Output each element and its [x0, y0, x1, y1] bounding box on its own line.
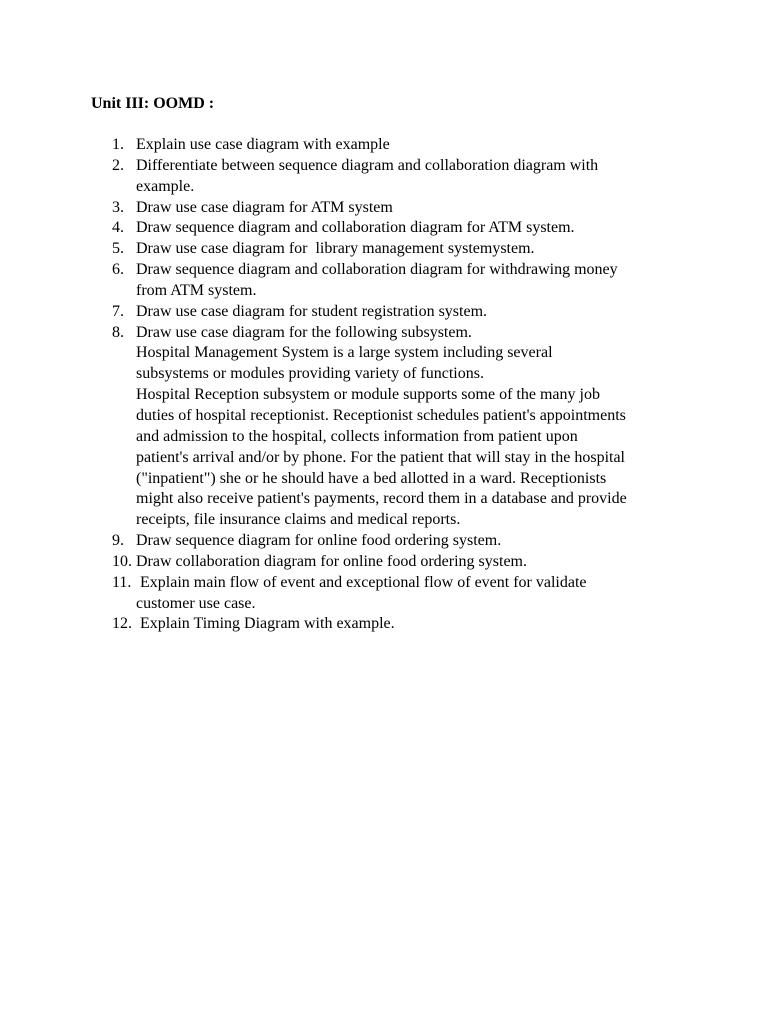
question-text — [136, 323, 696, 531]
question-item — [0, 552, 768, 573]
question-text — [136, 239, 696, 260]
question-number: 1. — [112, 136, 124, 153]
question-text — [136, 531, 696, 552]
question-text — [136, 302, 696, 323]
question-text-line: Explain main flow of event and exceptional flow of event for validate — [136, 573, 587, 591]
question-item — [0, 323, 768, 531]
question-item — [0, 302, 768, 323]
question-text-line: Draw use case diagram for ATM system — [136, 198, 393, 216]
question-text-line: ("inpatient") she or he should have a bed allotted in a ward. Receptionists — [136, 469, 607, 487]
question-number: 12. — [112, 615, 132, 633]
question-item — [0, 239, 768, 260]
question-text-line: receipts, file insurance claims and medical reports. — [136, 511, 461, 529]
question-item — [0, 260, 768, 302]
question-number: 9. — [112, 532, 124, 550]
question-number: 2. — [112, 156, 124, 174]
question-text-line: and admission to the hospital, collects information from patient upon — [136, 427, 578, 445]
question-text — [136, 552, 696, 573]
question-text-line: Explain use case diagram with example — [136, 136, 390, 153]
question-text-line: Draw collaboration diagram for online food ordering system. — [136, 552, 527, 570]
question-item — [0, 198, 768, 219]
question-item — [0, 614, 768, 635]
question-text-line: example. — [136, 177, 195, 195]
question-item — [0, 531, 768, 552]
question-text-line: patient's arrival and/or by phone. For the patient that will stay in the hospital — [136, 448, 625, 466]
question-text-line: Draw use case diagram for the following subsystem. — [136, 323, 472, 341]
question-item — [0, 135, 768, 156]
question-text-line: Draw sequence diagram and collaboration diagram for withdrawing money — [136, 261, 618, 279]
question-text-line: Hospital Management System is a large system including several — [136, 344, 553, 362]
question-text — [136, 156, 696, 198]
question-number: 7. — [112, 302, 124, 320]
question-number: 5. — [112, 240, 124, 258]
question-text-line: subsystems or modules providing variety of functions. — [136, 365, 484, 383]
question-text-line: Explain Timing Diagram with example. — [136, 615, 395, 633]
unit-heading: Unit III: OOMD : — [91, 95, 215, 112]
question-text-line: Draw use case diagram for student registration system. — [136, 302, 488, 320]
question-text — [136, 614, 696, 635]
question-number: 3. — [112, 198, 124, 216]
question-text-line: from ATM system. — [136, 281, 257, 299]
question-text — [136, 218, 696, 239]
question-text-line: Hospital Reception subsystem or module supports some of the many job — [136, 386, 600, 404]
question-text — [136, 260, 696, 302]
question-text-line: Draw sequence diagram for online food ordering system. — [136, 532, 502, 550]
question-text — [136, 135, 696, 156]
question-text-line: duties of hospital receptionist. Receptionist schedules patient's appointments — [136, 406, 626, 424]
question-item — [0, 156, 768, 198]
question-item — [0, 573, 768, 615]
question-text-line: might also receive patient's payments, record them in a database and provide — [136, 490, 627, 508]
question-text — [136, 198, 696, 219]
question-text-line: customer use case. — [136, 594, 256, 612]
question-item — [0, 218, 768, 239]
question-text-line: Draw use case diagram for library management systemystem. — [136, 240, 535, 258]
question-number: 4. — [112, 219, 124, 237]
question-number: 8. — [112, 323, 124, 341]
question-number: 11. — [112, 573, 132, 591]
question-text-line: Draw sequence diagram and collaboration diagram for ATM system. — [136, 219, 575, 237]
question-number: 6. — [112, 261, 124, 279]
question-list — [0, 135, 768, 635]
question-text — [136, 573, 696, 615]
question-number: 10. — [112, 552, 132, 570]
question-text-line: Differentiate between sequence diagram and collaboration diagram with — [136, 156, 599, 174]
